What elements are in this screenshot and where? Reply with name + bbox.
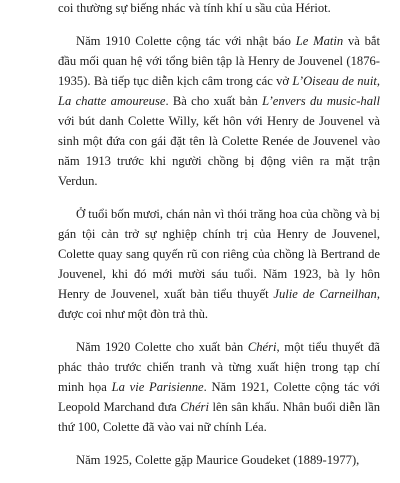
italic-title: Chéri: [180, 400, 209, 414]
text-segment: . Năm 1921, Colette cộng tác với Leopold Marchand đưa: [58, 380, 380, 414]
text-segment: coi thường sự biếng nhác và tính khí u sầu của Hériot.: [58, 1, 331, 15]
document-page: [58, 0, 380, 483]
text-segment: và bắt đầu mối quan hệ với tổng biên tập là Henry de Jouvenel (1876-1935). Bà tiếp tục diễn kịch câm trong các vở: [58, 34, 380, 88]
text-segment: Năm 1920 Colette cho xuất bản: [76, 340, 248, 354]
text-segment: Ở tuổi bốn mươi, chán nản vì thói trăng hoa của chồng và bị gán tội cản trở sự nghiệp chính trị của Henry de Jouvenel, Colette quay sang quyến rũ con riêng của chồng là Bertrand de Jouvenel, khi đó mới mười sáu tuổi. Năm 1923, bà ly hôn Henry de Jouvenel, xuất bản tiểu thuyết: [58, 207, 380, 301]
text-segment: ,: [376, 74, 380, 88]
italic-title: La vie Parisienne: [111, 380, 204, 394]
paragraph-2: [58, 31, 380, 191]
paragraph-3: [58, 204, 380, 324]
text-segment: với bút danh Colette Willy, kết hôn với Henry de Jouvenel và sinh một đứa con gái đặt tên là Colette Renée de Jouvenel vào năm 1913 trước khi người chồng bị động viên ra mặt trận Verdun.: [58, 114, 380, 188]
text-segment: . Bà cho xuất bản: [165, 94, 263, 108]
paragraph-5: [58, 450, 380, 470]
text-segment: , được coi như một đòn trả thù.: [58, 287, 381, 321]
text-segment: lên sân khấu. Nhân buổi diễn lần thứ 100, Colette đã vào vai nữ chính Léa.: [58, 400, 380, 434]
text-segment: Năm 1925, Colette gặp Maurice Goudeket (1889-1977),: [76, 453, 360, 467]
italic-title: La chatte amoureuse: [58, 94, 166, 108]
paragraph-1: [58, 0, 380, 18]
italic-title: Chéri: [247, 340, 277, 354]
italic-title: Le Matin: [295, 34, 344, 48]
italic-title: L’envers du music-hall: [262, 94, 381, 108]
text-segment: Năm 1910 Colette cộng tác với nhật báo: [76, 34, 296, 48]
italic-title: Julie de Carneilhan: [273, 287, 377, 301]
italic-title: L’Oiseau de nuit: [292, 74, 377, 88]
text-segment: , một tiểu thuyết đã phác thảo trước chiến tranh và từng xuất hiện trong tạp chí minh họa: [58, 340, 380, 394]
paragraph-4: [58, 337, 380, 437]
